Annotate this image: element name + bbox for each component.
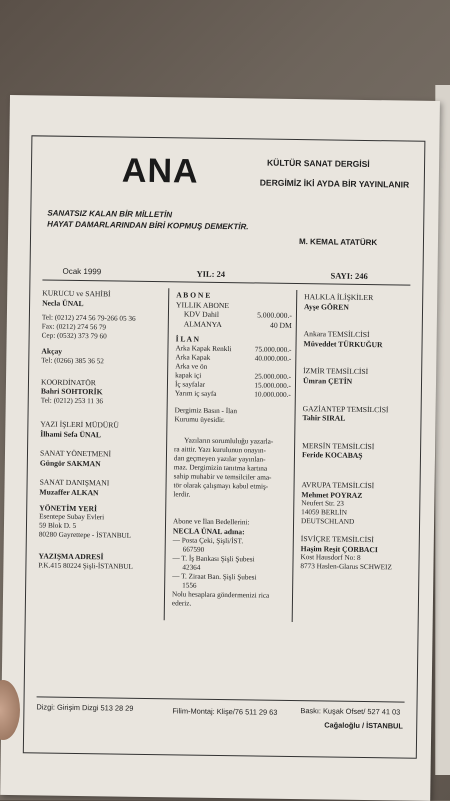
coordinator-tel: Tel: (0212) 253 11 36	[41, 396, 136, 406]
payment-line: — Posta Çeki, Şişli/İST.	[173, 536, 289, 547]
press-membership-line-2: Kurumu üyesidir.	[174, 415, 290, 426]
mersin-name: Feride KOCABAŞ	[302, 450, 394, 461]
office-line-1: Esentepe Subay Evleri	[39, 513, 134, 523]
ad-price: 75.000.000.-	[255, 345, 292, 355]
footer-city: Cağaloğlu / İSTANBUL	[324, 720, 403, 730]
ad-label: kapak içi	[175, 371, 201, 380]
footer-rule	[37, 696, 405, 702]
ad-price: 40.000.000.-	[255, 354, 292, 364]
publication-frequency: DERGİMİZ İKİ AYDA BİR YAYINLANIR	[260, 177, 410, 189]
europe-title: AVRUPA TEMSİLCİSİ	[302, 480, 394, 491]
subscription-yearly: YILLIK ABONE	[176, 300, 292, 311]
ad-price: 10.000.000.-	[254, 390, 291, 400]
europe-name: Mehmet POYRAZ	[301, 490, 393, 501]
right-column	[300, 292, 395, 573]
izmir-name: Ümran ÇETİN	[303, 376, 395, 387]
responsibility-line: tör olarak çalışmayı kabul etmiş-	[173, 481, 289, 492]
ad-price: 25.000.000.-	[254, 372, 291, 382]
responsibility-line: ra aittir. Yazı kurulunun onayın-	[174, 445, 290, 456]
founder-title: KURUCU ve SAHİBİ	[42, 288, 137, 299]
ad-label: İç sayfalar	[175, 380, 205, 389]
pr-title: HALKLA İLİŞKİLER	[304, 292, 396, 303]
payment-line: 42364	[172, 563, 288, 574]
quote-line-1: SANATSIZ KALAN BİR MİLLETİN	[47, 209, 172, 221]
left-column	[38, 288, 136, 571]
art-consultant-title: SANAT DANIŞMANI	[40, 478, 135, 489]
payment-line: Nolu hesaplara göndermenizi rica	[172, 590, 288, 601]
art-director-title: SANAT YÖNETMENİ	[40, 449, 135, 460]
quote-author: M. KEMAL ATATÜRK	[299, 237, 377, 248]
art-consultant-name: Muzaffer ALKAN	[39, 487, 134, 498]
swiss-address-2: 8773 Haslen-Glarus SCHWEIZ	[300, 562, 392, 572]
coordinator-title: KOORDİNATÖR	[41, 377, 136, 388]
ad-label: Arka Kapak Renkli	[175, 344, 231, 354]
art-director-name: Güngör SAKMAN	[40, 458, 135, 469]
europe-address-2: 14059 BERLİN	[301, 508, 393, 518]
ad-label: Arka ve ön	[175, 362, 207, 371]
magazine-page	[0, 95, 440, 801]
ankara-title: Ankara TEMSİLCİSİ	[304, 329, 396, 340]
masthead-frame	[23, 135, 426, 758]
akcay-tel: Tel: (0266) 385 36 52	[41, 356, 136, 366]
middle-column	[172, 290, 292, 609]
editor-name: İlhami Sefa ÜNAL	[40, 429, 135, 440]
magazine-logo: ANA	[122, 152, 199, 192]
office-line-3: 80280 Gayrettepe - İSTANBUL	[39, 531, 134, 541]
founder-tel: Tel: (0212) 274 56 79-266 05 36	[42, 314, 137, 324]
subscription-label: ALMANYA	[176, 319, 222, 329]
column-divider-2	[292, 290, 298, 622]
ad-label: Arka Kapak	[175, 353, 210, 362]
founder-fax: Fax: (0212) 274 56 79	[42, 323, 137, 333]
footer-typesetting: Dizgi: Girişim Dizgi 513 28 29	[36, 702, 133, 712]
mail-address: P.K.415 80224 Şişli-İSTANBUL	[38, 561, 133, 571]
ad-label: Yarım iç sayfa	[175, 389, 217, 399]
gaziantep-title: GAZİANTEP TEMSİLCİSİ	[303, 404, 395, 415]
payment-line: ederiz.	[172, 599, 288, 610]
subscription-label: KDV Dahil	[176, 310, 219, 320]
europe-address-3: DEUTSCHLAND	[301, 517, 393, 527]
ad-price: 15.000.000.-	[254, 381, 291, 391]
payment-line: 1556	[172, 581, 288, 592]
ankara-name: Müveddet TÜRKUĞUR	[303, 339, 395, 350]
column-divider-1	[164, 288, 170, 620]
payment-line: — T. Ziraat Ban. Şişli Şubesi	[172, 572, 288, 583]
quote-line-2: HAYAT DAMARLARINDAN BİRİ KOPMUŞ DEMEKTİR.	[47, 220, 248, 233]
magazine-subtitle: KÜLTÜR SANAT DERGİSİ	[267, 158, 370, 169]
ad-title: İ L A N	[176, 335, 292, 346]
footer-printing: Baskı: Kuşak Ofset/ 527 41 03	[300, 706, 400, 716]
responsibility-line: lerdir.	[173, 490, 289, 501]
subscription-value: 40 DM	[270, 320, 292, 330]
responsibility-line: sahip muhabir ve temsilciler ama-	[174, 472, 290, 483]
footer-film-montage: Filim-Montaj: Klişe/76 511 29 63	[172, 706, 277, 716]
gaziantep-name: Tahir SIRAL	[302, 413, 394, 424]
akcay-title: Akçay	[41, 347, 136, 358]
mail-title: YAZIŞMA ADRESİ	[38, 552, 133, 563]
mersin-title: MERSİN TEMSİLCİSİ	[302, 441, 394, 452]
office-line-2: 59 Blok D. 5	[39, 522, 134, 532]
responsibility-line: Yazıların sorumluluğu yazarla-	[174, 436, 290, 447]
issue-number: SAYI: 246	[330, 270, 367, 281]
founder-cep: Cep: (0532) 373 79 60	[42, 332, 137, 342]
office-title: YÖNETİM YERİ	[39, 503, 134, 514]
payment-line: 667590	[173, 545, 289, 556]
pr-name: Ayşe GÖREN	[304, 302, 396, 313]
payment-line: — T. İş Bankası Şişli Şubesi	[172, 554, 288, 565]
coordinator-name: Bahri SOHTORİK	[41, 387, 136, 398]
issue-date: Ocak 1999	[62, 267, 101, 278]
issue-year: YIL: 24	[196, 269, 225, 279]
subscription-value: 5.000.000.-	[257, 311, 292, 321]
founder-name: Necla ÜNAL	[42, 298, 137, 309]
payment-recipient: NECLA ÜNAL adına:	[173, 526, 289, 537]
payment-title: Abone ve İlan Bedellerini:	[173, 517, 289, 528]
izmir-title: İZMİR TEMSİLCİSİ	[303, 366, 395, 377]
press-membership-line-1: Dergimiz Basın - İlan	[175, 406, 291, 417]
europe-address-1: Neufert Str. 23	[301, 499, 393, 509]
responsibility-line: dan geçmeyen yazılar yayınlan-	[174, 454, 290, 465]
swiss-name: Haşim Reşit ÇORBACI	[301, 544, 393, 555]
responsibility-line: maz. Dergimizin tanıtma kartına	[174, 463, 290, 474]
swiss-address-1: Kost Hausdorf No: 8	[301, 553, 393, 563]
editor-title: YAZI İŞLERİ MÜDÜRÜ	[40, 419, 135, 430]
swiss-title: İSVİÇRE TEMSİLCİSİ	[301, 534, 393, 545]
subscription-title: A B O N E	[176, 290, 292, 301]
